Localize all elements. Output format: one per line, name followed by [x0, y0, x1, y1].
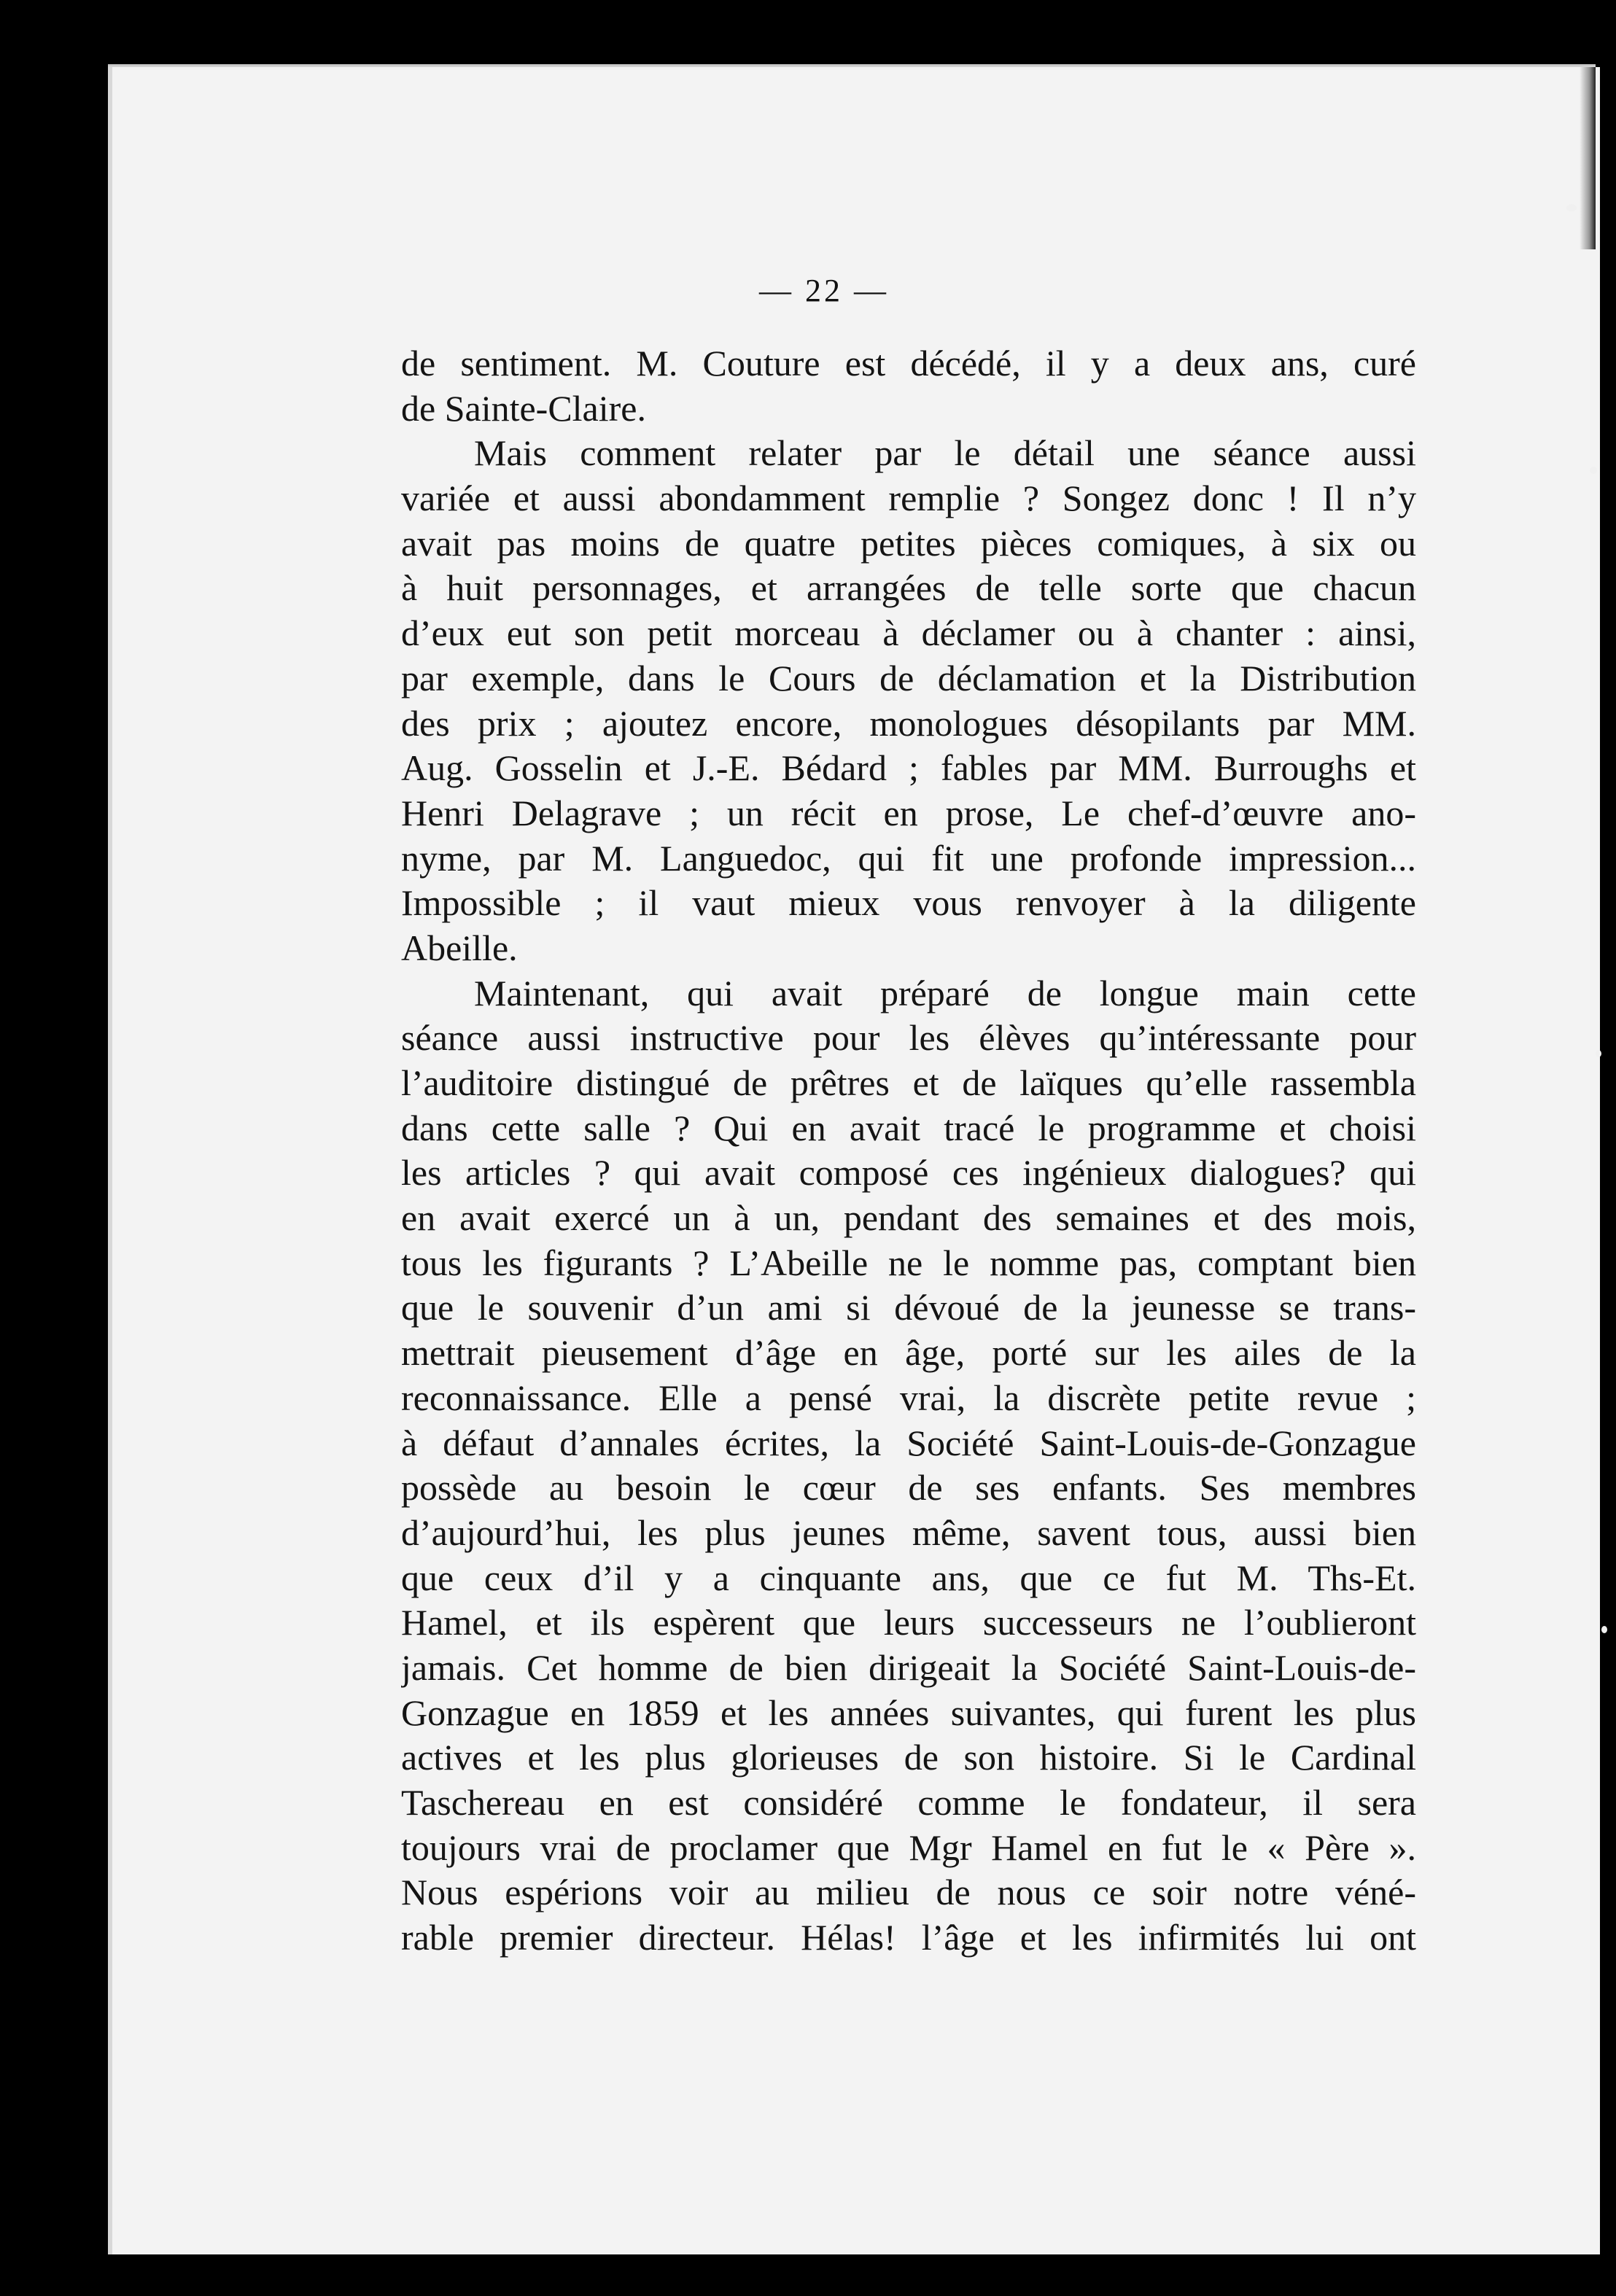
- text-line: en avait exercé un à un, pendant des semaines et des mois,: [401, 1197, 1416, 1239]
- text-line: de sentiment. M. Couture est décédé, il y a deux ans, curé: [401, 343, 1416, 384]
- text-line: tous les figurants ? L’Abeille ne le nomme pas, comptant bien: [401, 1242, 1416, 1283]
- text-line: Mais comment relater par le détail une séance aussi: [474, 432, 1416, 474]
- text-line: d’aujourd’hui, les plus jeunes même, savent tous, aussi bien: [401, 1511, 1416, 1553]
- text-line: actives et les plus glorieuses de son histoire. Si le Cardinal: [401, 1737, 1416, 1778]
- text-line: les articles ? qui avait composé ces ingénieux dialogues? qui: [401, 1152, 1416, 1194]
- text-line: reconnaissance. Elle a pensé vrai, la discrète petite revue ;: [401, 1377, 1416, 1418]
- text-line: séance aussi instructive pour les élèves qu’intéressante pour: [401, 1017, 1416, 1059]
- text-line: Gonzague en 1859 et les années suivantes, qui furent les plus: [401, 1692, 1416, 1733]
- text-line: Hamel, et ils espèrent que leurs successeurs ne l’oublieront: [401, 1602, 1416, 1643]
- page-curl-shadow: [1580, 67, 1596, 249]
- text-line: Maintenant, qui avait préparé de longue main cette: [474, 972, 1416, 1013]
- text-line: Nous espérions voir au milieu de nous ce soir notre véné-: [401, 1872, 1416, 1913]
- text-line: à défaut d’annales écrites, la Société Saint-Louis-de-Gonzague: [401, 1422, 1416, 1463]
- text-line: Abeille.: [401, 927, 518, 968]
- text-line: l’auditoire distingué de prêtres et de laïques qu’elle rassembla: [401, 1062, 1416, 1103]
- body-text: [401, 341, 1416, 1961]
- text-line: possède au besoin le cœur de ses enfants. Ses membres: [401, 1467, 1416, 1509]
- text-line: d’eux eut son petit morceau à déclamer ou à chanter : ainsi,: [401, 612, 1416, 654]
- text-line: nyme, par M. Languedoc, qui fit une profonde impression...: [401, 837, 1416, 879]
- text-line: mettrait pieusement d’âge en âge, porté sur les ailes de la: [401, 1332, 1416, 1374]
- text-line: Aug. Gosselin et J.-E. Bédard ; fables par MM. Burroughs et: [401, 747, 1416, 789]
- scan-speck: [1590, 467, 1597, 474]
- text-line: des prix ; ajoutez encore, monologues désopilants par MM.: [401, 702, 1416, 744]
- text-line: par exemple, dans le Cours de déclamation et la Distribution: [401, 657, 1416, 698]
- text-line: avait pas moins de quatre petites pièces comiques, à six ou: [401, 522, 1416, 564]
- text-line: que ceux d’il y a cinquante ans, que ce fut M. Ths-Et.: [401, 1557, 1416, 1598]
- text-line: rable premier directeur. Hélas! l’âge et les infirmités lui ont: [401, 1917, 1416, 1958]
- text-line: dans cette salle ? Qui en avait tracé le programme et choisi: [401, 1107, 1416, 1148]
- text-line: variée et aussi abondamment remplie ? Songez donc ! Il n’y: [401, 478, 1416, 519]
- scan-speck: [1596, 1050, 1601, 1057]
- scan-speck: [1566, 204, 1577, 211]
- text-line: jamais. Cet homme de bien dirigeait la Société Saint-Louis-de-: [401, 1646, 1416, 1688]
- scan-speck: [1601, 1626, 1607, 1633]
- text-line: que le souvenir d’un ami si dévoué de la jeunesse se trans-: [401, 1287, 1416, 1328]
- text-line: de Sainte-Claire.: [401, 387, 646, 429]
- page-number: — 22 —: [759, 273, 889, 308]
- text-line: toujours vrai de proclamer que Mgr Hamel en fut le « Père ».: [401, 1826, 1416, 1868]
- text-line: à huit personnages, et arrangées de telle sorte que chacun: [401, 567, 1416, 609]
- text-line: Taschereau en est considéré comme le fondateur, il sera: [401, 1782, 1416, 1823]
- text-line: Henri Delagrave ; un récit en prose, Le chef-d’œuvre ano-: [401, 792, 1416, 833]
- text-line: Impossible ; il vaut mieux vous renvoyer à la diligente: [401, 882, 1416, 924]
